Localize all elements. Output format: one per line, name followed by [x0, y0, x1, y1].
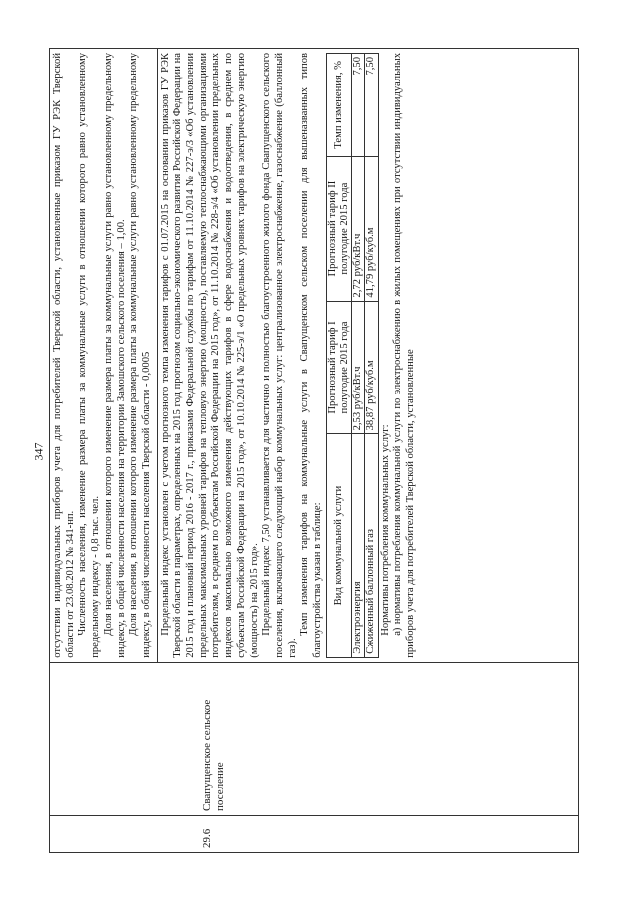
- index-value-paragraph: Предельный индекс 7,50 устанавливается для частично и полностью благоустроенного жилого фонда Свапущенского сельского поселения, включающего следующий набор коммунальных услуг: централизованное электроснабжение, газоснабжение (баллонный газ).: [261, 53, 298, 658]
- service-name: Сжиженный баллонный газ: [365, 434, 378, 657]
- rotated-page-content: [49, 48, 579, 853]
- header-tariff-h1: Прогнозный тариф I полугодие 2015 года: [326, 301, 351, 434]
- main-table: [49, 48, 579, 853]
- change-rate: 7,50: [352, 54, 365, 157]
- prev-paragraph-3: Доля населения, в отношении которого изменение размера платы за коммунальные услуги равно установленному предельному индексу, в общей численности населения на территории Замошского сельского поселения – 1,00.: [102, 53, 127, 658]
- table-row: [365, 54, 378, 658]
- service-name: Электроэнергия: [352, 434, 365, 657]
- prev-paragraph-2: Численность населения, изменение размера платы за коммунальные услуги в отношении которого равно установленному предельному индексу - 0,8 тыс. чел.: [77, 53, 102, 658]
- tariff-h1: 2,53 руб/кВт.ч: [352, 301, 365, 434]
- header-tariff-h2: Прогнозный тариф II полугодие 2015 года: [326, 156, 351, 301]
- description-cell: [50, 49, 579, 663]
- index-basis-paragraph: Предельный индекс установлен с учетом прогнозного темпа изменения тарифов с 01.07.2015 на основании приказов ГУ РЭК Тверской области в параметрах, определенных на 2015 год прогнозом социально-экономического развития Российской Федерации на 2015 год и плановый период 2016 - 2017 г., приказами Федеральной службы по тарифам от 11.10.2014 № 227-э/3 «Об установлении предельных максимальных уровней тарифов на тепловую энергию (мощность), поставляемую теплоснабжающими организациями потребителям, в среднем по субъектам Российской Федерации на 2015 год», от 11.10.2014 № 228-э/4 «Об установлении предельных индексов максимально возможного изменения действующих тарифов в сфере водоснабжения и водоотведения, в среднем по субъектам Российской Федерации на 2015 год», от 10.10.2014 № 225-э/1 «О предельных уровнях тарифов на электрическую энергию (мощность) на 2015 год».: [159, 53, 260, 658]
- row-number-cell: [50, 815, 579, 852]
- page-number: 347: [31, 442, 46, 461]
- prev-paragraph-1: отсутствии индивидуальных приборов учета для потребителей Тверской области, установленные приказом ГУ РЭК Тверской области от 23.08.2012 № 341-нп.: [52, 53, 76, 658]
- norms-item-a: а) нормативы потребления коммунальной услуги по электроснабжению в жилых помещениях при отсутствии индивидуальных приборов учета для потребителей Тверской области, установленные: [392, 53, 416, 658]
- norms-heading: Нормативы потребления коммунальных услуг:: [379, 424, 391, 636]
- row-number: 29.6: [201, 828, 213, 848]
- tariff-h2: 2,72 руб/кВт.ч: [352, 156, 365, 301]
- header-change-rate: Темп изменения, %: [326, 54, 351, 157]
- tariff-h1: 38,87 руб/куб.м: [365, 301, 378, 434]
- change-rate: 7,50: [365, 54, 378, 157]
- prev-paragraph-4: Доля населения, в отношении которого изменение размера платы за коммунальные услуги равно установленному предельному индексу, в общей численности населения Тверской области - 0,0005: [128, 53, 152, 658]
- table-intro-paragraph: Темп изменения тарифов на коммунальные услуги в Свапущенском сельском поселении для вышеназванных типов благоустройства указан в таблице:: [299, 53, 324, 658]
- row-divider: [157, 49, 158, 662]
- municipality-name: Свапущенское сельское поселение: [201, 699, 226, 811]
- tariff-h2: 41,79 руб/куб.м: [365, 156, 378, 301]
- municipality-name-cell: [50, 662, 579, 815]
- header-service: Вид коммунальной услуги: [326, 434, 351, 657]
- table-row: [352, 54, 365, 658]
- tariff-header-row: [326, 54, 351, 658]
- tariff-table: [326, 53, 379, 658]
